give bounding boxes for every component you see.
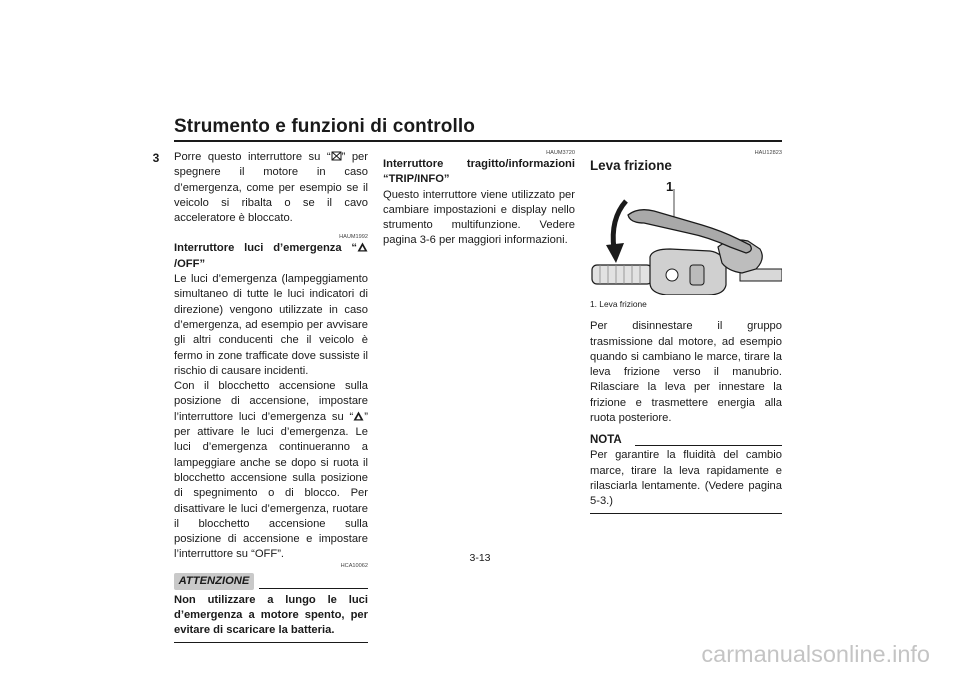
attention-rule — [259, 588, 368, 589]
engine-stop-icon — [331, 151, 342, 161]
clutch-lever-illustration — [590, 179, 782, 295]
note-label: NOTA — [590, 434, 622, 447]
column-2 — [383, 150, 575, 249]
hazard-paragraph-1: Le luci d’emergenza (lampeggiamento simultaneo di tutte le luci indicatori di direzione) vengono utilizzate in caso d’emergenza, ad esempio per avvisare gli altri conducenti che il veicolo è fermo in zone trafficate dove sussiste il rischio di causare incidenti. — [174, 273, 368, 377]
hazard-paragraph-2: Con il blocchetto accensione sulla posizione di accensione, impostare l’interruttore luci d’emergenza su “ ” per attivare le luci d’emergenza. Le luci d’emergenza continueranno a lampeggiare anche se dopo si ruota il blocchetto accensione sulla posizione di spegnimento o di blocco. Per disattivare le luci d’emergenza, ruotare il blocchetto accensione sulla posizione di accensione e impostare l’interruttore su “OFF”. — [174, 380, 368, 561]
note-text: Per garantire la fluidità del cambio marce, tirare la leva rapidamente e rilasciarla lentamente. (Vedere pagina 5-3.) — [590, 449, 782, 508]
trip-info-paragraph: Questo interruttore viene utilizzato per cambiare impostazioni e display nello strumento multifunzione. Vedere pagina 3-6 per maggiori informazioni. — [383, 188, 575, 247]
clutch-lever-figure — [590, 179, 782, 295]
section-code: HAU12823 — [754, 150, 782, 156]
hazard-warning-icon — [357, 242, 368, 252]
attention-badge: ATTENZIONE — [174, 573, 254, 590]
attention-end-rule — [174, 642, 368, 643]
attention-header — [174, 573, 368, 591]
hazard-warning-icon — [353, 411, 364, 421]
page-number: 3-13 — [469, 552, 491, 564]
watermark: carmanualsonline.info — [701, 641, 930, 667]
chapter-tab: 3 — [152, 151, 160, 165]
figure-caption: 1. Leva frizione — [590, 299, 647, 310]
intro-paragraph: Porre questo interruttore su “ ” per spegnere il motore in caso d’emergenza, come per esempio se il veicolo si ribalta o se il cavo acceleratore è bloccato. — [174, 151, 368, 225]
column-1 — [174, 150, 368, 643]
note-end-rule — [590, 513, 782, 514]
clutch-paragraph: Per disinnestare il gruppo trasmissione dal motore, ad esempio quando si cambiano le marce, tirare la leva frizione verso il manubrio. Rilasciare la leva per innestare la frizione e trasmettere energia alla ruota posteriore. — [590, 320, 782, 425]
section-code: HAUM3720 — [546, 150, 575, 156]
section-heading-clutch: Leva frizione — [590, 158, 672, 173]
note-rule — [635, 445, 782, 446]
section-code: HAUM1992 — [339, 234, 368, 241]
title-rule — [174, 140, 782, 142]
attention-text: Non utilizzare a lungo le luci d’emergenza a motore spento, per evitare di scaricare la batteria. — [174, 593, 368, 637]
section-heading-trip-info: Interruttore tragitto/informazioni “TRIP/INFO” — [383, 158, 575, 186]
section-heading-hazard: Interruttore luci d’emergenza “/OFF” — [174, 241, 368, 272]
page-title: Strumento e funzioni di controllo — [174, 116, 475, 137]
note-header — [590, 432, 782, 448]
column-3 — [590, 150, 782, 514]
figure-callout-1: 1 — [666, 179, 674, 195]
attention-code: HCA10062 — [340, 562, 368, 569]
